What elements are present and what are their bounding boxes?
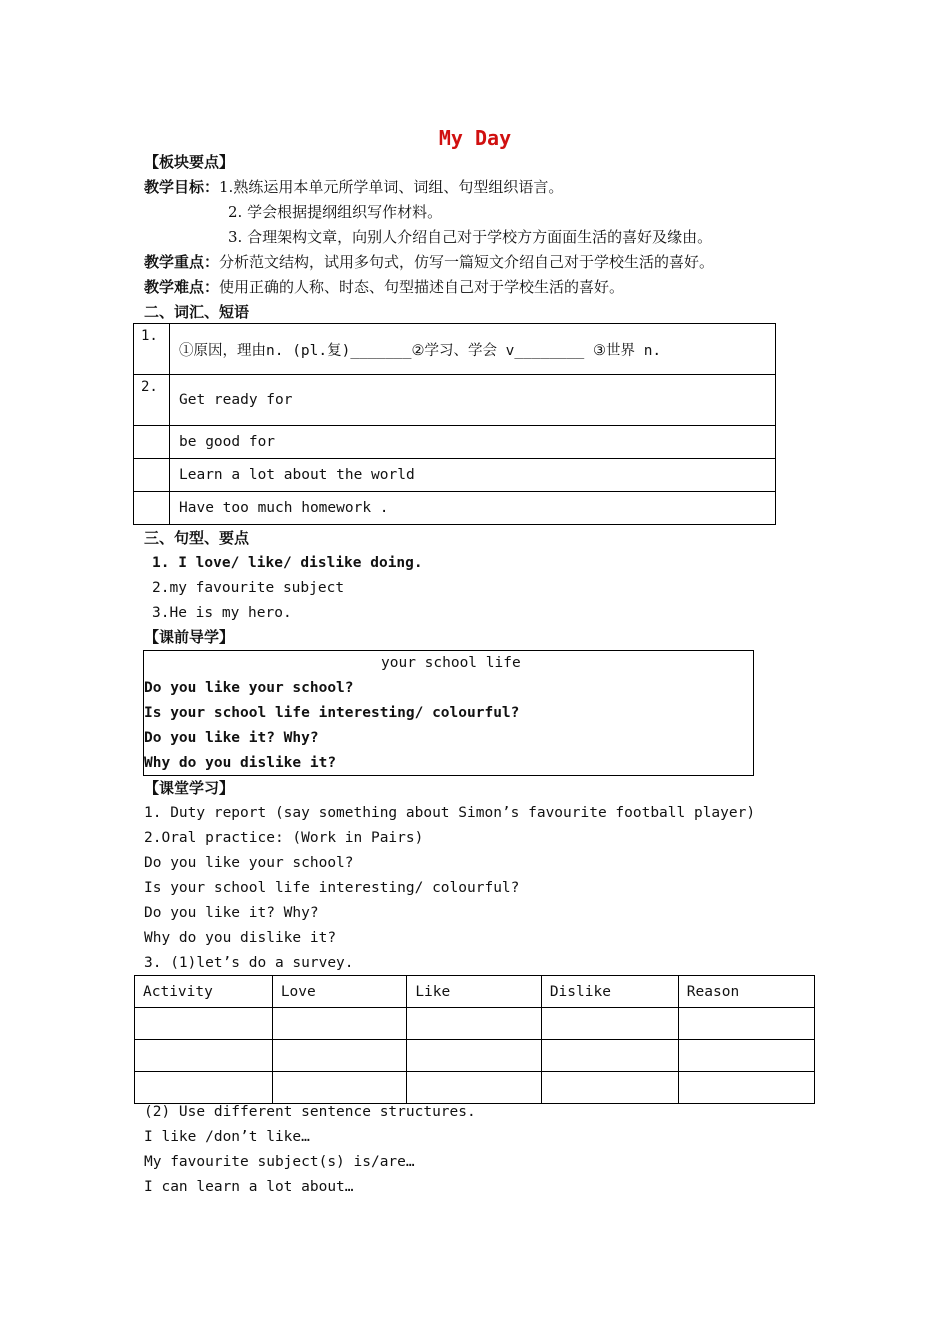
structures-line-2: I like /don’t like… <box>144 1129 310 1145</box>
vocab-num <box>134 426 170 459</box>
vocab-text: Get ready for <box>170 375 776 426</box>
focus-row <box>144 252 714 272</box>
focus-label: 教学重点： <box>144 253 220 271</box>
survey-cell[interactable] <box>272 1008 407 1040</box>
goals-row <box>144 177 563 197</box>
vocab-num: 1. <box>134 324 170 375</box>
survey-cell[interactable] <box>407 1040 542 1072</box>
survey-cell[interactable] <box>272 1040 407 1072</box>
preview-question-1: Do you like your school? <box>144 680 354 696</box>
preview-question-4: Why do you dislike it? <box>144 755 337 771</box>
survey-header-cell: Activity <box>135 976 273 1008</box>
goals-label: 教学目标： <box>144 178 220 196</box>
survey-cell[interactable] <box>407 1008 542 1040</box>
key-points-heading: 【板块要点】 <box>144 153 235 171</box>
table-row <box>134 324 776 375</box>
goals-item-3: 3. 合理架构文章，向别人介绍自己对于学校方方面面生活的喜好及缘由。 <box>228 228 713 246</box>
table-row <box>134 426 776 459</box>
table-row <box>135 1040 815 1072</box>
sentence-item-2: 2.my favourite subject <box>152 580 345 596</box>
survey-cell[interactable] <box>135 1072 273 1104</box>
vocab-num <box>134 492 170 525</box>
survey-cell[interactable] <box>541 1040 678 1072</box>
sentence-item-1: 1. I love/ like/ dislike doing. <box>152 555 423 571</box>
survey-header-cell: Like <box>407 976 542 1008</box>
vocab-text: ①原因，理由n. (pl.复)_______②学习、学会 v________ ③世界 n. <box>170 324 776 375</box>
survey-cell[interactable] <box>135 1040 273 1072</box>
table-row <box>134 492 776 525</box>
survey-cell[interactable] <box>407 1072 542 1104</box>
focus-text: 分析范文结构，试用多句式，仿写一篇短文介绍自己对于学校生活的喜好。 <box>219 253 715 271</box>
survey-cell[interactable] <box>272 1072 407 1104</box>
survey-cell[interactable] <box>541 1008 678 1040</box>
vocab-text: be good for <box>170 426 776 459</box>
survey-header-cell: Dislike <box>541 976 678 1008</box>
structures-line-3: My favourite subject(s) is/are… <box>144 1154 415 1170</box>
structures-line-1: (2) Use different sentence structures. <box>144 1104 476 1120</box>
table-row <box>135 1008 815 1040</box>
classroom-heading: 【课堂学习】 <box>144 779 235 797</box>
preview-box-title: your school life <box>381 655 521 671</box>
classroom-line-2: 2.Oral practice: (Work in Pairs) <box>144 830 424 846</box>
classroom-line-4: Is your school life interesting/ colourful? <box>144 880 520 896</box>
vocab-heading: 二、词汇、短语 <box>144 303 250 321</box>
survey-header-cell: Love <box>272 976 407 1008</box>
sentence-item-3: 3.He is my hero. <box>152 605 292 621</box>
classroom-line-7: 3. (1)let’s do a survey. <box>144 955 354 971</box>
sentences-heading: 三、句型、要点 <box>144 529 250 547</box>
survey-cell[interactable] <box>135 1008 273 1040</box>
goals-item-2: 2. 学会根据提纲组织写作材料。 <box>228 203 443 221</box>
page-title: My Day <box>438 126 512 150</box>
preview-question-3: Do you like it? Why? <box>144 730 319 746</box>
survey-cell[interactable] <box>678 1072 814 1104</box>
classroom-line-6: Why do you dislike it? <box>144 930 337 946</box>
survey-header-cell: Reason <box>678 976 814 1008</box>
goals-item-1: 1.熟练运用本单元所学单词、词组、句型组织语言。 <box>219 178 564 196</box>
vocab-text: Learn a lot about the world <box>170 459 776 492</box>
difficulty-row <box>144 277 624 297</box>
survey-cell[interactable] <box>541 1072 678 1104</box>
survey-table <box>134 975 815 1104</box>
preview-question-2: Is your school life interesting/ colourful? <box>144 705 520 721</box>
table-header-row <box>135 976 815 1008</box>
vocab-num: 2. <box>134 375 170 426</box>
classroom-line-1: 1. Duty report (say something about Simon’s favourite football player) <box>144 805 756 821</box>
vocab-num <box>134 459 170 492</box>
difficulty-label: 教学难点： <box>144 278 220 296</box>
table-row <box>135 1072 815 1104</box>
preview-heading: 【课前导学】 <box>144 628 235 646</box>
classroom-line-3: Do you like your school? <box>144 855 354 871</box>
vocab-text: Have too much homework . <box>170 492 776 525</box>
vocab-table <box>133 323 776 525</box>
structures-line-4: I can learn a lot about… <box>144 1179 354 1195</box>
survey-cell[interactable] <box>678 1008 814 1040</box>
survey-cell[interactable] <box>678 1040 814 1072</box>
table-row <box>134 459 776 492</box>
classroom-line-5: Do you like it? Why? <box>144 905 319 921</box>
difficulty-text: 使用正确的人称、时态、句型描述自己对于学校生活的喜好。 <box>219 278 625 296</box>
table-row <box>134 375 776 426</box>
